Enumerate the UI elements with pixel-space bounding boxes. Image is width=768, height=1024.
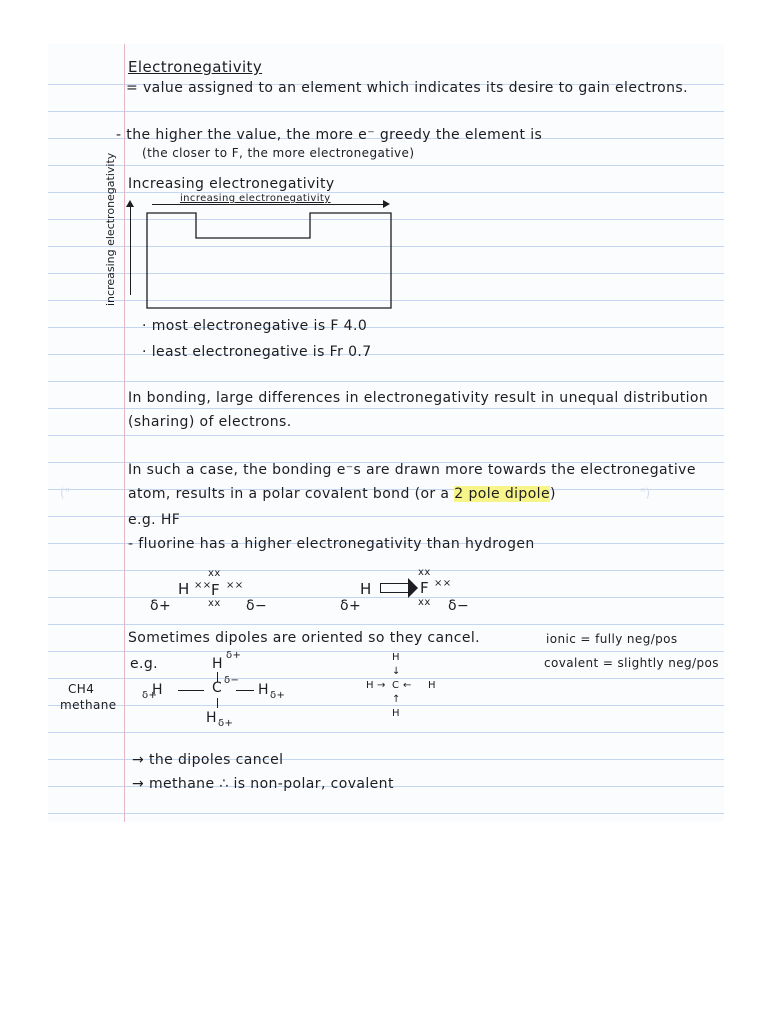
lined-paper [48, 44, 724, 822]
methane-label: methane [60, 698, 117, 712]
hf-left-f: F [211, 581, 221, 599]
right-arrow [152, 204, 388, 205]
diagram-side-label [104, 153, 117, 306]
hf-left-dots-l: ×× [194, 580, 212, 591]
bonding-line-2: (sharing) of electrons. [128, 414, 292, 430]
hf-left-h: H [178, 580, 190, 598]
methane-bond-left [178, 690, 204, 691]
hf-right-delta-minus: δ− [448, 598, 470, 614]
methane-r-c: C [392, 680, 400, 691]
fluorine-note: - fluorine has a higher electronegativity than hydrogen [128, 536, 535, 552]
methane-r-arrow-right: → [377, 680, 386, 691]
methane-delta-bottom: δ+ [218, 718, 234, 729]
hf-right-dots-bottom: xx [418, 597, 431, 608]
methane-bond-bottom [217, 698, 218, 708]
dipole-arrow [380, 583, 408, 593]
case-line-2-pre: atom, results in a polar covalent bond (or a [128, 486, 450, 502]
methane-delta-right: δ+ [270, 690, 286, 701]
bleed-through-text: (" [60, 486, 71, 500]
page-title: Electronegativity [128, 58, 263, 76]
methane-delta-c: δ− [224, 675, 240, 686]
most-electronegative: · most electronegative is F 4.0 [142, 318, 368, 334]
covalent-note: covalent = slightly neg/pos [544, 656, 719, 670]
hf-right-dots-side: ×× [434, 578, 452, 589]
hf-right-dots-top: xx [418, 567, 431, 578]
hf-right-h: H [360, 580, 372, 598]
example-eg: e.g. [130, 656, 159, 672]
methane-h-bottom: H [206, 710, 217, 726]
hf-right-delta-plus: δ+ [340, 598, 362, 614]
hf-left-dots-top: xx [208, 568, 221, 579]
case-line-2 [128, 486, 556, 502]
diagram-side-label-text: increasing electronegativity [104, 152, 117, 306]
methane-r-h-right: H [428, 680, 436, 691]
conclusion-methane: → methane ∴ is non-polar, covalent [132, 776, 394, 792]
hf-left-delta-minus: δ− [246, 598, 268, 614]
methane-h-top: H [212, 656, 223, 672]
margin-line [124, 44, 125, 822]
hf-right-f: F [420, 579, 430, 597]
methane-h-left: H [152, 682, 163, 698]
hf-left-delta-plus: δ+ [150, 598, 172, 614]
hf-left-dots-r: ×× [226, 580, 244, 591]
conclusion-cancel: → the dipoles cancel [132, 752, 284, 768]
methane-r-h-bottom: H [392, 708, 400, 719]
higher-value-note: - the higher the value, the more e⁻ greedy the element is [116, 127, 543, 143]
methane-c: C [212, 680, 223, 696]
periodic-table-outline [146, 212, 392, 309]
case-line-1: In such a case, the bonding e⁻s are drawn more towards the electronegative [128, 462, 696, 478]
closer-to-f-note: (the closer to F, the more electronegative) [142, 146, 415, 160]
methane-r-h-left: H [366, 680, 374, 691]
case-line-2-post: ) [549, 486, 556, 502]
methane-h-right: H [258, 682, 269, 698]
hf-left-dots-bottom: xx [208, 598, 221, 609]
ch4-label: CH4 [68, 682, 95, 696]
methane-delta-top: δ+ [226, 650, 242, 661]
example-hf: e.g. HF [128, 512, 181, 528]
methane-r-arrow-left: ← [403, 680, 412, 691]
cancel-line: Sometimes dipoles are oriented so they cancel. [128, 630, 481, 646]
up-arrow [130, 205, 131, 295]
methane-delta-left: δ+ [142, 690, 158, 701]
bonding-line-1: In bonding, large differences in electronegativity result in unequal distribution [128, 390, 709, 406]
methane-r-arrow-down: ↓ [392, 666, 401, 677]
methane-r-arrow-up: ↑ [392, 694, 401, 705]
methane-r-h-top: H [392, 652, 400, 663]
least-electronegative: · least electronegative is Fr 0.7 [142, 344, 372, 360]
dipole-highlight: 2 pole dipole [454, 486, 550, 502]
definition-text: = value assigned to an element which indicates its desire to gain electrons. [126, 80, 688, 96]
methane-bond-right [236, 690, 254, 691]
bleed-through-text: ") [640, 486, 651, 500]
diagram-top-label: increasing electronegativity [180, 193, 331, 204]
trend-heading: Increasing electronegativity [128, 176, 335, 192]
ionic-note: ionic = fully neg/pos [546, 632, 678, 646]
